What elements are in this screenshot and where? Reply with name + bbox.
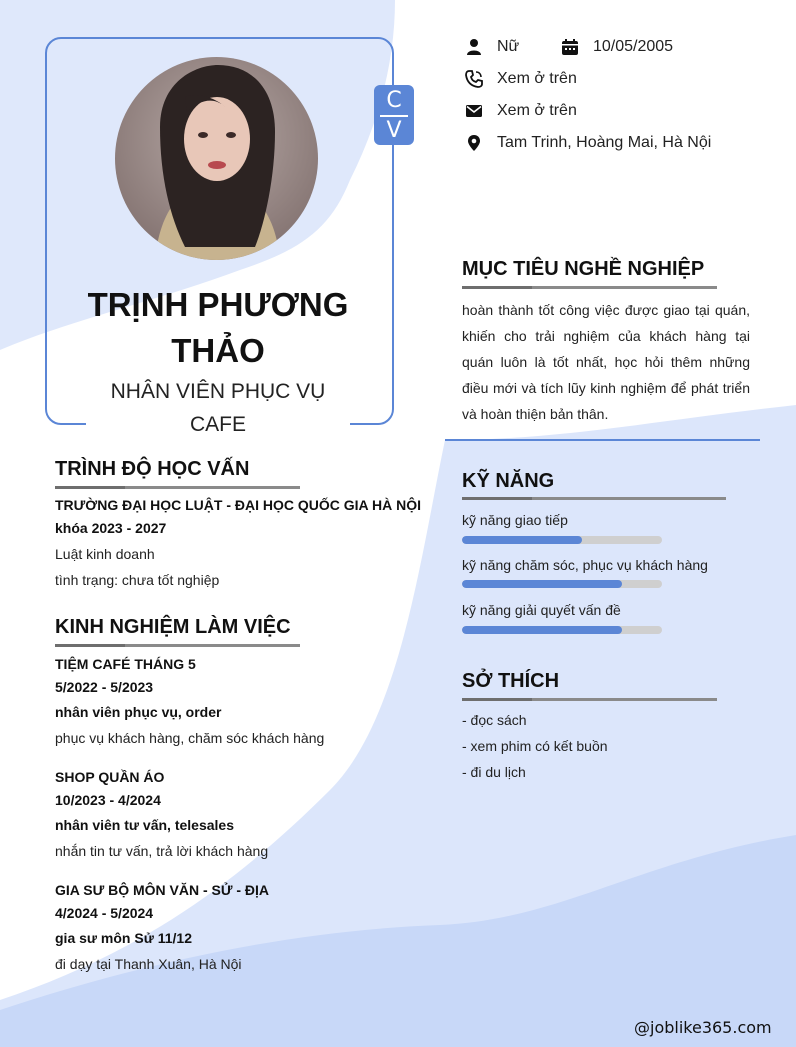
address-text: Tam Trinh, Hoàng Mai, Hà Nội <box>497 134 712 151</box>
education-school: TRƯỜNG ĐẠI HỌC LUẬT - ĐẠI HỌC QUỐC GIA HÀ NỘI <box>55 497 422 513</box>
skill-bar-fill <box>462 580 622 588</box>
candidate-role: NHÂN VIÊN PHỤC VỤ CAFE <box>110 380 326 436</box>
gender-text: Nữ <box>497 38 520 55</box>
education-status: tình trạng: chưa tốt nghiệp <box>55 572 220 588</box>
location-pin-icon <box>465 134 483 152</box>
job-position: nhân viên phục vụ, order <box>55 704 222 720</box>
cv-badge <box>374 85 414 145</box>
objective-rule <box>462 286 717 289</box>
candidate-name: TRỊNH PHƯƠNG THẢO <box>87 286 349 369</box>
birthday-text: 10/05/2005 <box>593 38 674 55</box>
cv-badge-top: C <box>386 88 402 113</box>
job-period: 10/2023 - 4/2024 <box>55 792 161 808</box>
skill-label: kỹ năng giao tiếp <box>462 512 568 528</box>
skills-title: KỸ NĂNG <box>462 470 555 492</box>
job-period: 5/2022 - 5/2023 <box>55 679 154 695</box>
contact-gender <box>465 38 519 56</box>
job-company: TIỆM CAFÉ THÁNG 5 <box>55 656 196 672</box>
skill-label: kỹ năng giải quyết vấn đề <box>462 602 621 618</box>
job-company: SHOP QUẦN ÁO <box>55 769 165 785</box>
job-description: nhắn tin tư vấn, trả lời khách hàng <box>55 843 269 859</box>
job-description: đi dạy tại Thanh Xuân, Hà Nội <box>55 956 242 972</box>
job-company: GIA SƯ BỘ MÔN VĂN - SỬ - ĐỊA <box>55 882 270 898</box>
objective-text: hoàn thành tốt công việc được giao tại quán, khiến cho trải nghiệm của khách hàng tại quán luôn là tốt nhất, học hỏi thêm những điều mới và tích lũy kinh nghiệm để phát triển và hoàn thiện bản thân. <box>462 302 750 422</box>
hobby-item: - đi du lịch <box>462 764 526 780</box>
contact-address <box>465 134 711 152</box>
section-divider <box>445 439 760 441</box>
education-rule <box>55 486 300 489</box>
skill-bar <box>462 536 662 544</box>
profile-photo <box>115 57 318 260</box>
hobby-item: - đọc sách <box>462 712 527 728</box>
education-period: khóa 2023 - 2027 <box>55 520 167 536</box>
job-description: phục vụ khách hàng, chăm sóc khách hàng <box>55 730 325 746</box>
skill-bar <box>462 626 662 634</box>
experience-title: KINH NGHIỆM LÀM VIỆC <box>55 616 291 638</box>
job-period: 4/2024 - 5/2024 <box>55 905 154 921</box>
skills-rule <box>462 497 726 500</box>
phone-icon <box>465 70 483 88</box>
job-position: nhân viên tư vấn, telesales <box>55 817 234 833</box>
objective-title: MỤC TIÊU NGHỀ NGHIỆP <box>462 258 705 280</box>
contact-phone <box>465 70 577 88</box>
education-major: Luật kinh doanh <box>55 546 155 562</box>
footer-watermark: @joblike365.com <box>634 1018 772 1037</box>
skill-bar <box>462 580 662 588</box>
experience-rule <box>55 644 300 647</box>
hobby-item: - xem phim có kết buồn <box>462 738 608 754</box>
skill-bar-fill <box>462 536 582 544</box>
hobbies-rule <box>462 698 717 701</box>
hobbies-title: SỞ THÍCH <box>462 670 560 692</box>
skill-label: kỹ năng chăm sóc, phục vụ khách hàng <box>462 557 708 573</box>
contact-birthday <box>561 38 673 56</box>
contact-email <box>465 102 577 120</box>
person-icon <box>465 38 483 56</box>
calendar-icon <box>561 38 579 56</box>
cv-badge-bottom: V <box>386 118 402 143</box>
education-title: TRÌNH ĐỘ HỌC VẤN <box>55 458 250 480</box>
skill-bar-fill <box>462 626 622 634</box>
envelope-icon <box>465 102 483 120</box>
email-text: Xem ở trên <box>497 102 577 119</box>
job-position: gia sư môn Sử 11/12 <box>55 930 192 946</box>
phone-text: Xem ở trên <box>497 70 577 87</box>
